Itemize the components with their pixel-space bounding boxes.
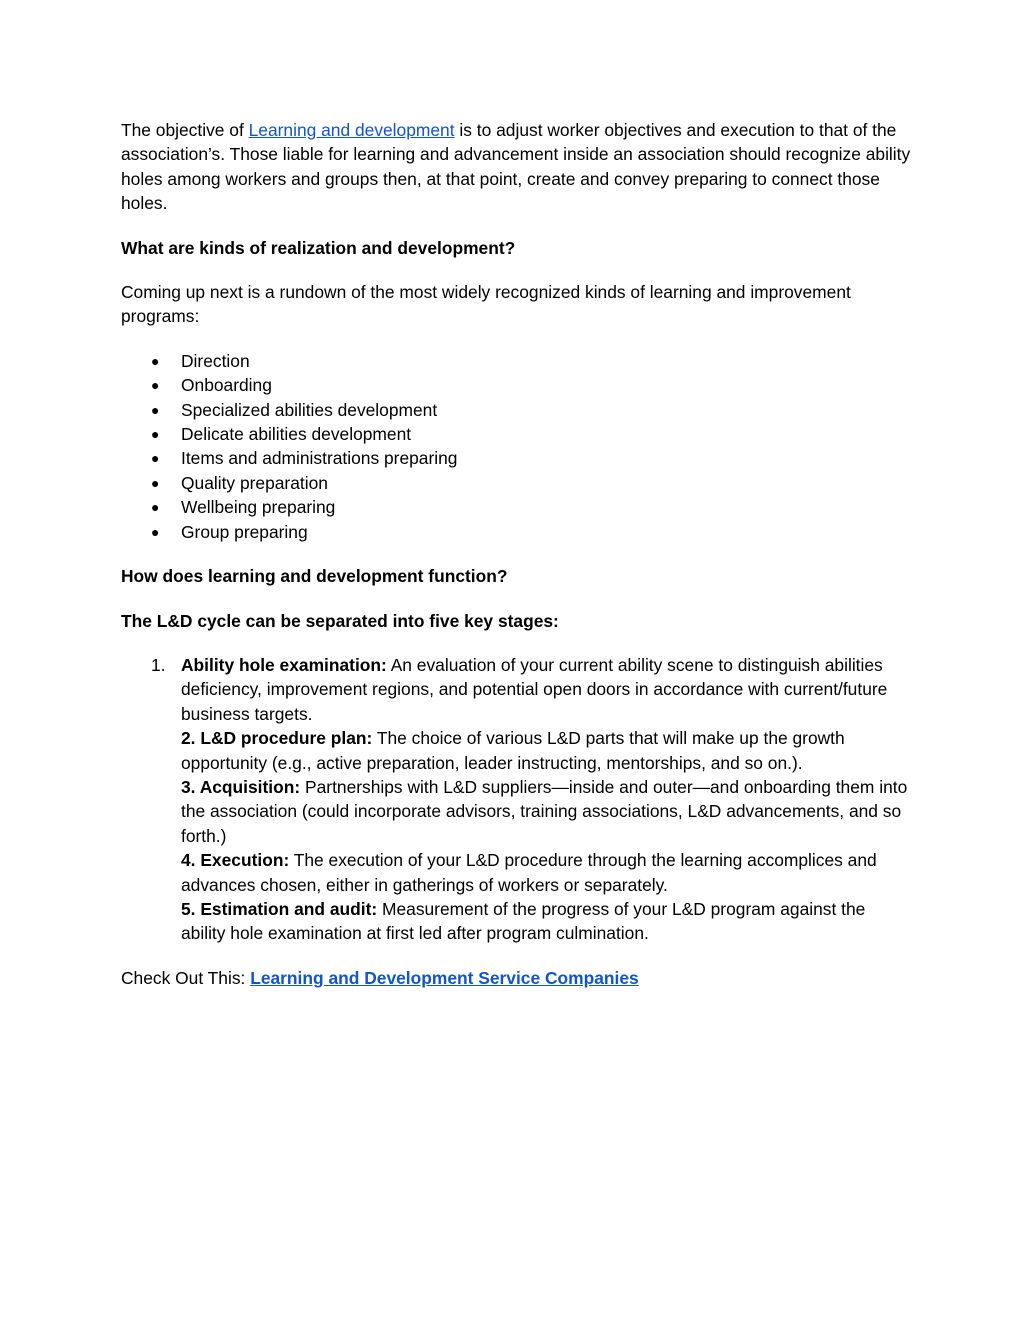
- intro-lead-text: The objective of: [121, 120, 249, 140]
- stage-item: [181, 653, 911, 726]
- service-companies-link[interactable]: Learning and Development Service Companies: [250, 967, 639, 988]
- check-out-lead: Check Out This:: [121, 967, 251, 988]
- bullet-icon: ●: [151, 377, 160, 394]
- stage-title: 5. Estimation and audit:: [181, 898, 378, 919]
- list-item: [121, 373, 911, 397]
- list-item-label: Direction: [181, 350, 250, 371]
- list-item: [121, 495, 911, 519]
- bullet-icon: ●: [151, 474, 160, 491]
- heading-kinds: What are kinds of realization and development?: [121, 237, 516, 258]
- list-item: [121, 520, 911, 544]
- stage-title: 3. Acquisition:: [181, 776, 301, 797]
- list-item: [121, 446, 911, 470]
- list-item-label: Specialized abilities development: [181, 399, 438, 420]
- bullet-icon: ●: [151, 352, 160, 369]
- stage-text: The execution of your L&D procedure through the learning accomplices and advances chosen, either in gatherings of workers or separately.: [181, 850, 877, 895]
- list-item-label: Onboarding: [181, 375, 272, 396]
- stage-item: [181, 775, 911, 848]
- intro-rest-text: is to adjust worker objectives and execution to that of the association’s. Those liable for learning and advancement inside an association should recognize ability holes among workers and groups then, at that point, create and convey preparing to connect those holes.: [121, 120, 911, 214]
- bullet-icon: ●: [151, 426, 160, 443]
- document-page: [121, 118, 911, 990]
- list-item: [121, 471, 911, 495]
- list-item: [121, 422, 911, 446]
- list-item-label: Group preparing: [181, 521, 308, 542]
- bullet-icon: ●: [151, 450, 160, 467]
- heading-cycle: The L&D cycle can be separated into five key stages:: [121, 610, 559, 631]
- intro-paragraph: [121, 118, 911, 216]
- stage-text: The choice of various L&D parts that will make up the growth opportunity (e.g., active preparation, leader instructing, mentorships, and so on.).: [181, 728, 845, 773]
- list-item-label: Delicate abilities development: [181, 424, 412, 445]
- list-item: [121, 349, 911, 373]
- stage-item: [181, 726, 911, 775]
- list-item-label: Quality preparation: [181, 472, 328, 493]
- stage-item: [181, 848, 911, 897]
- stage-title: Ability hole examination:: [181, 654, 387, 675]
- heading-function: How does learning and development function?: [121, 566, 508, 587]
- kinds-list: [121, 349, 911, 544]
- stage-text: Measurement of the progress of your L&D program against the ability hole examination at first led after program culmination.: [181, 898, 866, 944]
- bullet-icon: ●: [151, 499, 160, 516]
- stage-text: An evaluation of your current ability scene to distinguish abilities deficiency, improvement regions, and potential open doors in accordance with current/future business targets.: [181, 654, 888, 724]
- stage-list-item: [121, 653, 911, 946]
- list-number: 1.: [151, 654, 166, 675]
- stages-list: [121, 653, 911, 946]
- stage-text: Partnerships with L&D suppliers—inside and outer—and onboarding them into the association (could incorporate advisors, training associations, L&D advancements, and so forth.): [181, 776, 908, 846]
- bullet-icon: ●: [151, 523, 160, 540]
- stage-title: 2. L&D procedure plan:: [181, 728, 373, 749]
- bullet-icon: ●: [151, 401, 160, 418]
- list-item-label: Items and administrations preparing: [181, 448, 458, 469]
- list-item: [121, 398, 911, 422]
- stage-item: [181, 897, 911, 946]
- check-out-paragraph: [121, 966, 911, 990]
- list-item-label: Wellbeing preparing: [181, 497, 336, 518]
- learning-development-link[interactable]: Learning and development: [248, 120, 455, 140]
- kinds-intro-paragraph: Coming up next is a rundown of the most widely recognized kinds of learning and improvement programs:: [121, 282, 851, 327]
- stage-title: 4. Execution:: [181, 850, 290, 871]
